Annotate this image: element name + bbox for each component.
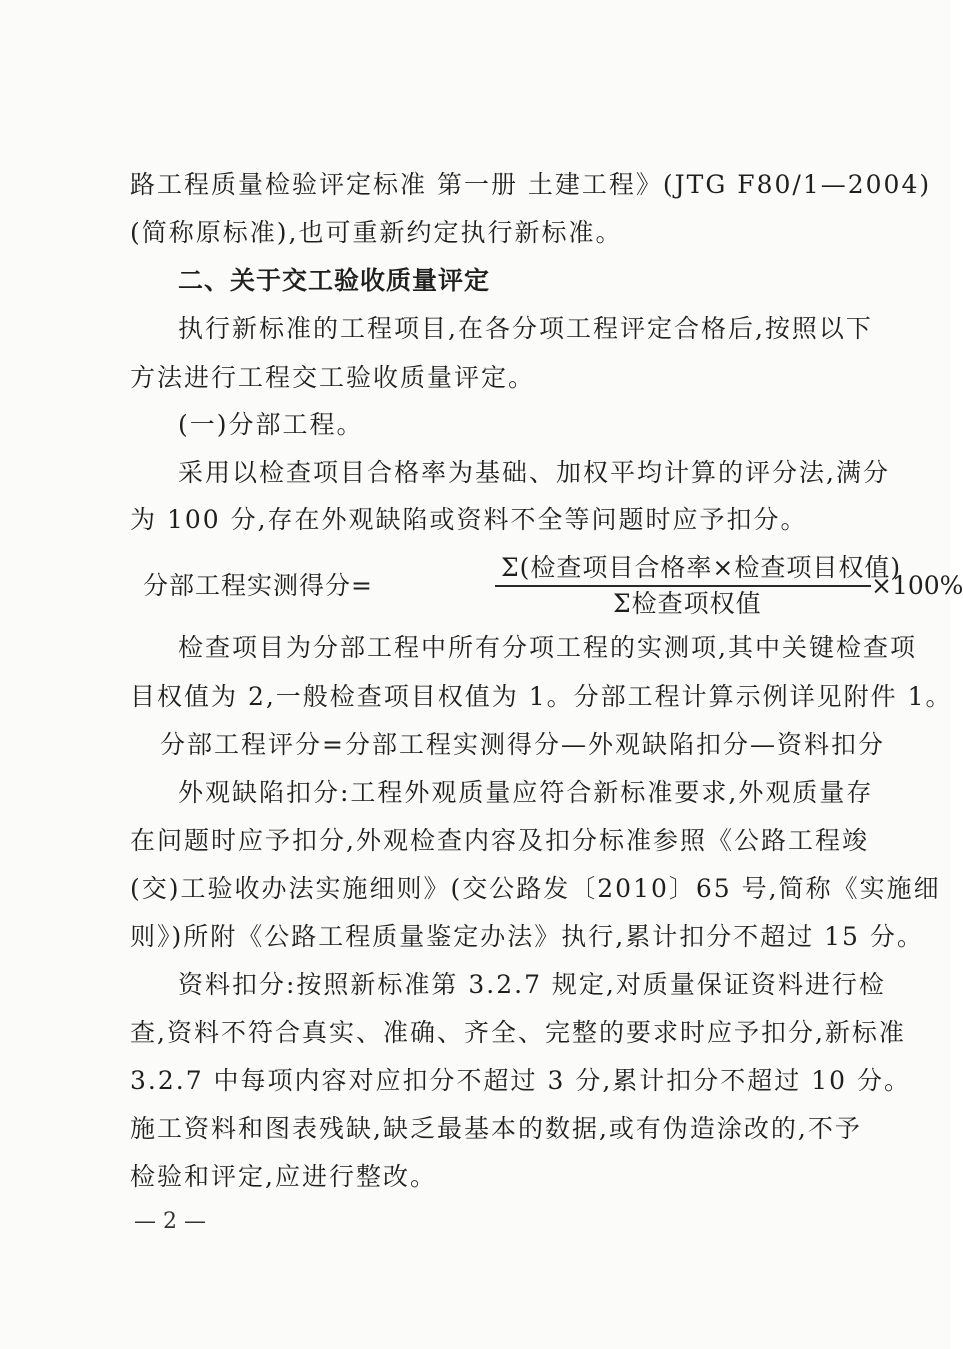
formula-denominator: Σ检查项权值 <box>613 589 762 618</box>
section-heading: 二、关于交工验收质量评定 <box>178 266 491 295</box>
paragraph-line: 方法进行工程交工验收质量评定。 <box>130 363 536 392</box>
paragraph-line: 路工程质量检验评定标准 第一册 土建工程》(JTG F80/1—2004) <box>130 170 932 199</box>
fraction-bar <box>495 585 871 587</box>
paragraph-line: 执行新标准的工程项目,在各分项工程评定合格后,按照以下 <box>178 314 873 343</box>
page-number: — 2 — <box>134 1209 206 1234</box>
paragraph-line: 3.2.7 中每项内容对应扣分不超过 3 分,累计扣分不超过 10 分。 <box>130 1066 912 1095</box>
paragraph-line: 检查项目为分部工程中所有分项工程的实测项,其中关键检查项 <box>178 633 917 662</box>
paragraph-line: 施工资料和图表残缺,缺乏最基本的数据,或有伪造涂改的,不予 <box>130 1114 862 1143</box>
score-equation: 分部工程评分=分部工程实测得分—外观缺陷扣分—资料扣分 <box>160 730 885 759</box>
paragraph-line: 采用以检查项目合格率为基础、加权平均计算的评分法,满分 <box>178 458 890 487</box>
paragraph-line: 查,资料不符合真实、准确、齐全、完整的要求时应予扣分,新标准 <box>130 1018 906 1047</box>
score-formula <box>143 552 963 622</box>
formula-lhs: 分部工程实测得分= <box>143 571 373 600</box>
formula-rhs: ×100% <box>871 571 963 600</box>
paragraph-line: (交)工验收办法实施细则》(交公路发〔2010〕65 号,简称《实施细 <box>130 874 941 903</box>
subsection-heading: (一)分部工程。 <box>178 410 364 439</box>
paragraph-line: 外观缺陷扣分:工程外观质量应符合新标准要求,外观质量存 <box>178 778 874 807</box>
paragraph-line: 在问题时应予扣分,外观检查内容及扣分标准参照《公路工程竣 <box>130 826 869 855</box>
paragraph-line: 目权值为 2,一般检查项目权值为 1。分部工程计算示例详见附件 1。 <box>130 682 953 711</box>
formula-numerator: Σ(检查项目合格率×检查项目权值) <box>501 553 902 582</box>
paragraph-line: (简称原标准),也可重新约定执行新标准。 <box>130 218 623 247</box>
paragraph-line: 检验和评定,应进行整改。 <box>130 1162 437 1191</box>
paragraph-line: 为 100 分,存在外观缺陷或资料不全等问题时应予扣分。 <box>130 505 808 534</box>
paragraph-line: 资料扣分:按照新标准第 3.2.7 规定,对质量保证资料进行检 <box>178 970 886 999</box>
paragraph-line: 则》)所附《公路工程质量鉴定办法》执行,累计扣分不超过 15 分。 <box>130 922 924 951</box>
